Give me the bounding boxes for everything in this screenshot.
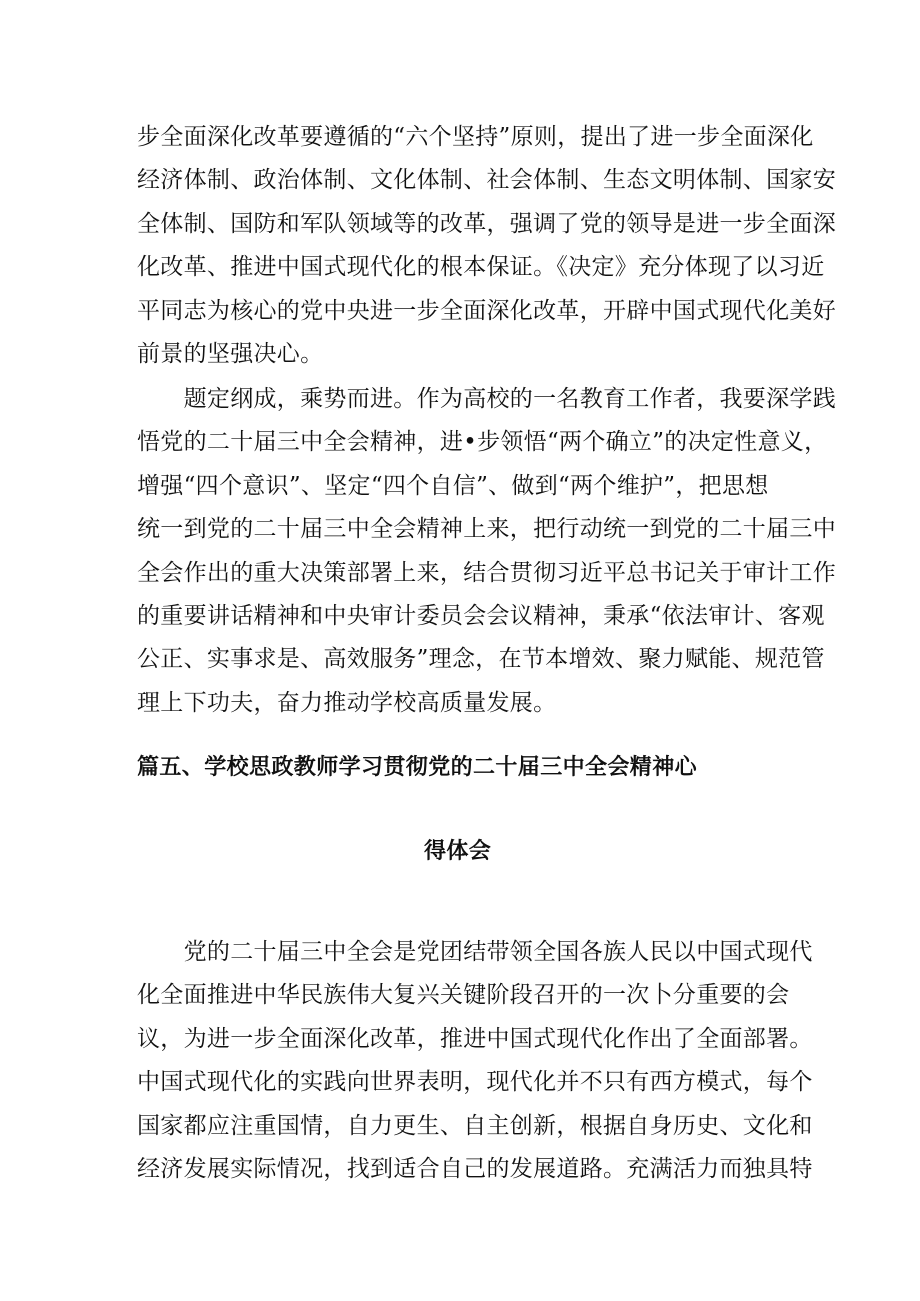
text-line: 中国式现代化的实践向世界表明，现代化并不只有西方模式，每个 [137,1069,813,1096]
paragraph-reform-principles [137,116,836,376]
text-line: 前景的坚强决心。 [137,341,324,368]
text-line: 题定纲成，乘势而进。作为高校的一名教育工作者，我要深学践 [137,386,836,412]
section-heading-line1: 篇五、学校思政教师学习贯彻党的二十届三中全会精神心 [137,755,698,780]
text-line: 化改革、推进中国式现代化的根本保证。《决定》充分体现了以习近 [137,254,825,281]
text-line: 公正、实事求是、高效服务”理念，在节本增效、聚力赋能、规范管 [137,646,825,673]
text-line: 统一到党的二十届三中全会精神上来，把行动统一到党的二十届三中 [137,516,836,543]
paragraph-plenum-significance [137,931,813,1191]
text-line: 党的二十届三中全会是党团结带领全国各族人民以中国式现代 [137,939,813,965]
text-line: 悟党的二十届三中全会精神，进•步领悟“两个确立”的决定性意义， [137,429,828,456]
text-line: 全体制、国防和军队领域等的改革，强调了党的领导是进一步全面深 [137,210,836,237]
text-line: 步全面深化改革要遵循的“六个坚持”原则，提出了进一步全面深化 [137,124,814,150]
text-line: 议，为进一步全面深化改革，推进中国式现代化作出了全面部署。 [137,1025,813,1052]
paragraph-educator-commitment [137,378,836,725]
section-heading-line2: 得体会 [424,839,492,864]
text-line: 增强“四个意识”、坚定“四个自信”、做到“两个维护”，把思想 [137,472,769,499]
text-line: 平同志为核心的党中央进一步全面深化改革，开辟中国式现代化美好 [137,297,836,324]
text-line: 的重要讲话精神和中央审计委员会会议精神，秉承“依法审计、客观 [137,603,825,630]
text-line: 经济体制、政治体制、文化体制、社会体制、生态文明体制、国家安 [137,167,836,194]
text-line: 化全面推进中华民族伟大复兴关键阶段召开的一次卜分重要的会 [137,982,790,1009]
text-line: 全会作出的重大决策部署上来，结合贯彻习近平总书记关于审计工作 [137,559,836,586]
text-line: 理上下功夫，奋力推动学校高质量发展。 [137,689,557,716]
text-line: 国家都应注重国情，自力更生、自主创新，根据自身历史、文化和 [137,1112,813,1139]
text-line: 经济发展实际情况，找到适合自己的发展道路。充满活力而独具特 [137,1156,813,1183]
